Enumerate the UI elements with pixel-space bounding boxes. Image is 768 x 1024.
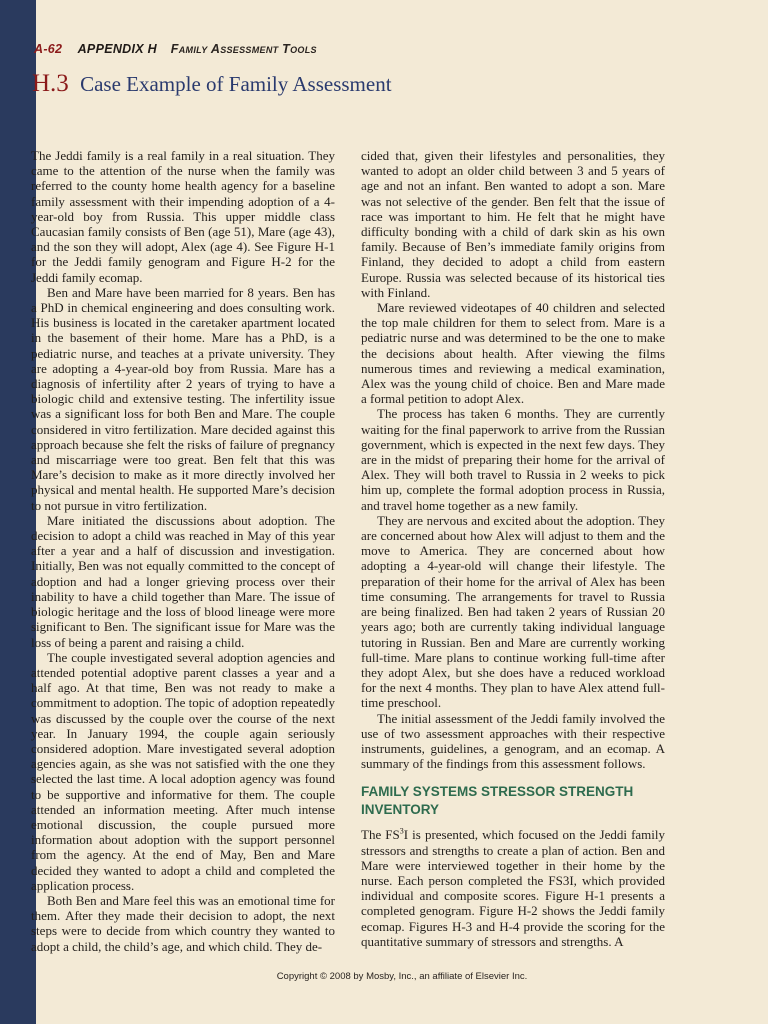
paragraph: Mare initiated the discussions about adoption. The decision to adopt a child was reached in May of this year after a year and a half of discussion and investigation. Initially, Ben was not equally committed to the concept of adoption and had a longer grieving process over their inability to have a child together than Mare. The issue of biologic heritage and the loss of blood lineage were more significant to Ben. The significant issue for Mare was the loss of being a parent and raising a child. xyxy=(31,512,335,650)
copyright-footer: Copyright © 2008 by Mosby, Inc., an affiliate of Elsevier Inc. xyxy=(276,971,528,982)
paragraph: The Jeddi family is a real family in a real situation. They came to the attention of the nurse when the family was referred to the county home health agency for a baseline family assessment with their impending adoption of a 4-year-old boy from Russia. This upper middle class Caucasian family consists of Ben (age 51), Mare (age 43), and the son they will adopt, Alex (age 4). See Figure H-1 for the Jeddi family genogram and Figure H-2 for the Jeddi family ecomap. xyxy=(31,148,335,285)
right-column xyxy=(361,148,665,949)
paragraph: The couple investigated several adoption agencies and attended potential adoptive parent classes a year and a half ago. At that time, Ben was not ready to make a commitment to adoption. The topic of adoption repeatedly was discussed by the couple over the course of the next year. In January 1994, the couple again seriously considered adoption. Mare investigated several adoption agencies again, as she was not satisfied with the one they selected the last time. A local adoption agency was found to be supportive and informative for them. The couple attended an information meeting. After much intense emotional discussion, the couple pursued more information about adoption with the support personnel from the agency. At the end of May, Ben and Mare decided they wanted to adopt a child and completed the application process. xyxy=(31,649,335,893)
fs3i-prefix: The FS xyxy=(361,827,400,843)
subheading: FAMILY SYSTEMS STRESSOR STRENGTH INVENTORY xyxy=(361,784,634,818)
paragraph: Ben and Mare have been married for 8 years. Ben has a PhD in chemical engineering and does consulting work. His business is located in the caretaker apartment located in the basement of their home. Mare has a PhD, is a pediatric nurse, and teaches at a private university. They are adopting a 4-year-old boy from Russia. Mare has a diagnosis of infertility after 2 years of trying to have a biologic child and extensive testing. The infertility issue was a significant loss for both Ben and Mare. The couple considered in vitro fertilization. Mare decided against this approach because she felt the risks of failure of pregnancy and miscarriage were too great. Ben felt that this was Mare’s decision to make as it more directly involved her physical and mental health. He supported Mare’s decision to not pursue in vitro fertilization. xyxy=(31,284,335,513)
appendix-title: Family Assessment Tools xyxy=(170,42,317,56)
paragraph: The initial assessment of the Jeddi family involved the use of two assessment approaches with their respective instruments, guidelines, a genogram, and an ecomap. A summary of the findings from this assessment follows. xyxy=(361,710,665,772)
section-title-text: Case Example of Family Assessment xyxy=(80,72,392,96)
section-title xyxy=(32,70,392,98)
paragraph: They are nervous and excited about the adoption. They are concerned about how Alex will adjust to them and the move to America. They are concerned about how adopting a 4-year-old will change their lifestyle. The preparation of their home for the arrival of Alex has been time consuming. The arrangements for travel to Russia are being finalized. Ben had taken 2 years of Russian 20 years ago; both are currently taking individual language tutoring in Russian. Ben and Mare are currently working full-time. Mare plans to continue working full-time after they adopt Alex, but she does have a reduced workload for the next 4 months. They plan to have Alex attend full-time preschool. xyxy=(361,512,665,711)
appendix-label: APPENDIX H xyxy=(77,42,158,56)
paragraph: cided that, given their lifestyles and personalities, they wanted to adopt an older child between 3 and 5 years of age and not an infant. Ben wanted to adopt a son. Mare was not selective of the gender. Ben felt that the issue of race was important to him. He felt that he might have difficulty bonding with a child of dark skin as his own family. Because of Ben’s immediate family origins from Finland, they decided to adopt a child from eastern Europe. Russia was selected because of its historical ties with Finland. xyxy=(361,148,665,300)
paragraph: The process has taken 6 months. They are currently waiting for the final paperwork to arrive from the Russian government, which is expected in the next few days. They are in the midst of preparing their home for the arrival of Alex. They will both travel to Russia in 2 weeks to pick him up, complete the formal adoption process in Russia, and travel home together as a new family. xyxy=(361,406,665,513)
running-head xyxy=(34,42,317,56)
paragraph: Mare reviewed videotapes of 40 children and selected the top male children for them to select from. Mare is a pediatric nurse and was determined to be the one to make the decisions about health. After viewing the films numerous times and reviewing a medical examination, Alex was the young child of choice. Ben and Mare made a formal petition to adopt Alex. xyxy=(361,300,665,407)
page-number: A-62 xyxy=(34,42,63,56)
paragraph: Both Ben and Mare feel this was an emotional time for them. After they made their decision to adopt, the next steps were to decide from which country they wanted to adopt a child, the child’s age, and which child. They de- xyxy=(31,892,335,954)
fs3i-body: I is presented, which focused on the Jeddi family stressors and strengths to create a plan of action. Ben and Mare were interviewed together in their home by the nurse. Each person completed the FS3I, which provided individual and composite scores. Figure H-1 presents a completed genogram. Figure H-2 shows the Jeddi family ecomap. Figures H-3 and H-4 provide the scoring for the quantitative summary of stressors and strengths. A xyxy=(361,827,666,949)
superscript: 3 xyxy=(399,827,404,836)
section-number: H.3 xyxy=(32,70,69,97)
paragraph xyxy=(361,827,665,949)
left-column xyxy=(31,148,335,954)
